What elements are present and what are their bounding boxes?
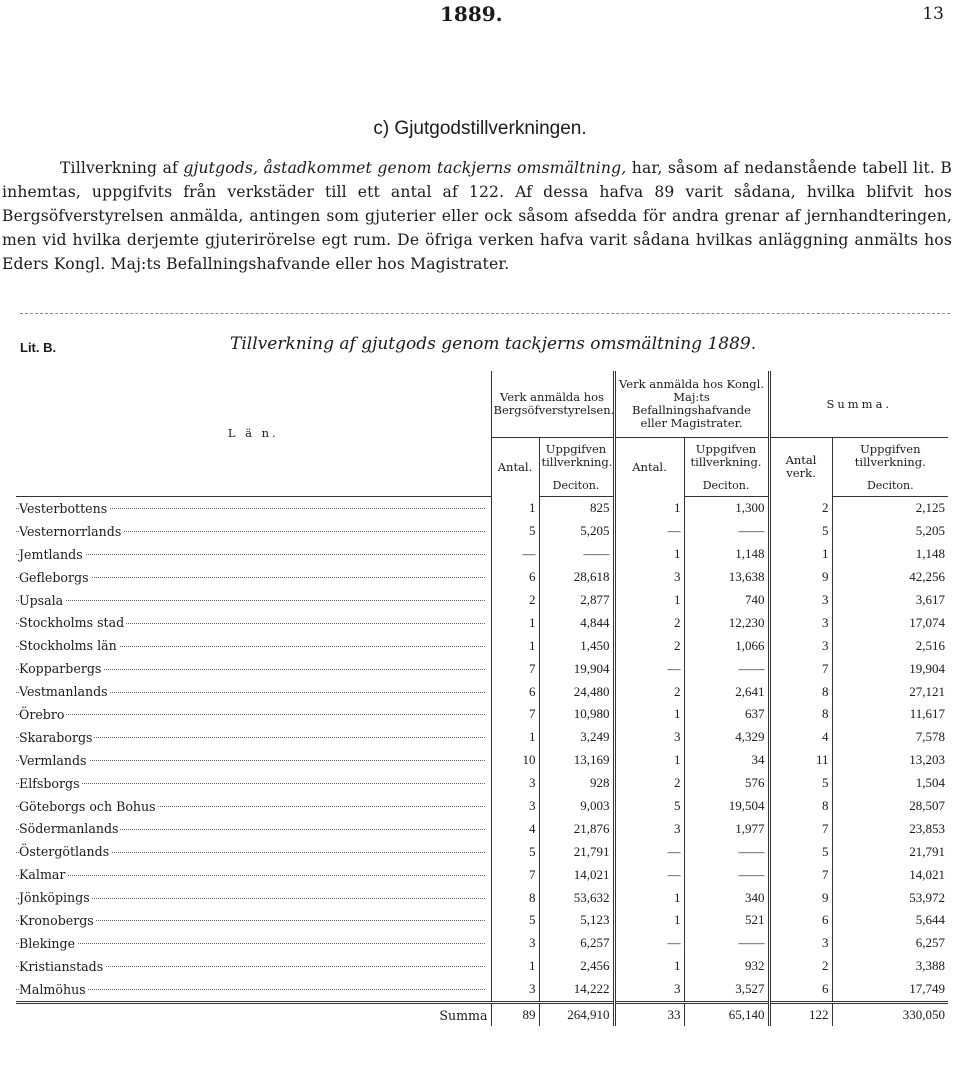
value-cell-a3: 5 <box>769 840 832 863</box>
lan-name: Gefleborgs <box>19 569 89 585</box>
col-group-summa: Summa. <box>769 371 948 438</box>
table-row <box>16 680 948 703</box>
lan-cell <box>16 657 491 680</box>
value-cell-t2: 13,638 <box>684 566 769 589</box>
lan-name: Kalmar <box>19 867 66 883</box>
value-cell-a2: 5 <box>614 795 684 818</box>
lan-name: Upsala <box>19 592 64 608</box>
value-cell-a3: 6 <box>769 978 832 1002</box>
value-cell-t1: 21,791 <box>539 840 614 863</box>
value-cell-a1: 8 <box>491 886 539 909</box>
year-heading: 1889. <box>440 2 503 26</box>
lan-cell <box>16 955 491 978</box>
value-cell-t2: 19,504 <box>684 795 769 818</box>
lan-name: Vermlands <box>19 752 87 768</box>
value-cell-t3: 28,507 <box>832 795 948 818</box>
col-header-tillv-1: Uppgifven tillverkning. <box>539 438 614 475</box>
col-header-tillv-2: Uppgifven tillverkning. <box>684 438 769 475</box>
lan-name: Kristianstads <box>19 958 104 974</box>
value-cell-a3: 9 <box>769 566 832 589</box>
value-cell-a3: 7 <box>769 817 832 840</box>
col-header-antal-verk: Antal verk. <box>769 438 832 497</box>
value-cell-t2: 1,148 <box>684 543 769 566</box>
col-header-lan: L ä n. <box>16 371 491 497</box>
value-cell-a3: 8 <box>769 703 832 726</box>
value-cell-t1: 2,456 <box>539 955 614 978</box>
lan-name: Vestmanlands <box>19 684 108 700</box>
value-cell-a1: 6 <box>491 680 539 703</box>
value-cell-a1: 6 <box>491 566 539 589</box>
summa-cell-t1: 264,910 <box>539 1002 614 1026</box>
lan-name: Östergötlands <box>19 844 110 860</box>
value-cell-a3: 8 <box>769 680 832 703</box>
value-cell-a1: — <box>491 543 539 566</box>
table-row <box>16 955 948 978</box>
value-cell-t3: 13,203 <box>832 749 948 772</box>
value-cell-t1: 19,904 <box>539 657 614 680</box>
leader-dots <box>16 600 485 601</box>
leader-dots <box>16 554 485 555</box>
value-cell-t3: 6,257 <box>832 932 948 955</box>
value-cell-t3: 11,617 <box>832 703 948 726</box>
value-cell-t1: 14,222 <box>539 978 614 1002</box>
value-cell-t3: 19,904 <box>832 657 948 680</box>
value-cell-a3: 3 <box>769 589 832 612</box>
value-cell-a1: 1 <box>491 726 539 749</box>
summa-cell-t2: 65,140 <box>684 1002 769 1026</box>
lan-name: Göteborgs och Bohus <box>19 798 156 814</box>
summa-cell-a3: 122 <box>769 1002 832 1026</box>
table-row <box>16 886 948 909</box>
leader-dots <box>16 875 485 876</box>
value-cell-t2: 740 <box>684 589 769 612</box>
value-cell-a1: 1 <box>491 611 539 634</box>
value-cell-t1: 9,003 <box>539 795 614 818</box>
value-cell-t2: 932 <box>684 955 769 978</box>
value-cell-a1: 7 <box>491 657 539 680</box>
value-cell-t2: 340 <box>684 886 769 909</box>
intro-text-2: har, såsom af nedanstående tabell lit. B inhemtas, uppgifvits från verkstäder till ett antal af 122. Af dessa hafva 89 varit sådana, hvilka blifvit hos Bergsöfverstyrelsen anmälda, antingen som gjuterier eller ock såsom afsedda för andra grenar af jernhandteringen, men vid hvilka derjemte gjuterirörelse egt rum. De öfriga verken hafva varit sådana hvilkas anläggning anmälts hos Eders Kongl. Maj:ts Befallningshafvande eller hos Magistrater. <box>2 159 952 273</box>
value-cell-a3: 3 <box>769 932 832 955</box>
value-cell-a2: 3 <box>614 817 684 840</box>
table-row <box>16 909 948 932</box>
value-cell-a2: 3 <box>614 566 684 589</box>
value-cell-t1: 10,980 <box>539 703 614 726</box>
col-header-antal-1: Antal. <box>491 438 539 497</box>
divider <box>20 313 950 314</box>
intro-text-1: Tillverkning af <box>60 159 184 177</box>
summa-cell-t3: 330,050 <box>832 1002 948 1026</box>
value-cell-a1: 7 <box>491 703 539 726</box>
value-cell-t1: 13,169 <box>539 749 614 772</box>
table-row <box>16 703 948 726</box>
table-row <box>16 749 948 772</box>
lan-cell <box>16 726 491 749</box>
value-cell-t1: —— <box>539 543 614 566</box>
value-cell-t3: 53,972 <box>832 886 948 909</box>
col-header-antal-2: Antal. <box>614 438 684 497</box>
value-cell-t1: 3,249 <box>539 726 614 749</box>
value-cell-t1: 4,844 <box>539 611 614 634</box>
value-cell-t3: 5,644 <box>832 909 948 932</box>
lan-cell <box>16 817 491 840</box>
value-cell-t2: —— <box>684 863 769 886</box>
value-cell-a2: — <box>614 840 684 863</box>
value-cell-t1: 5,123 <box>539 909 614 932</box>
value-cell-a1: 5 <box>491 840 539 863</box>
value-cell-a1: 3 <box>491 795 539 818</box>
value-cell-a2: 1 <box>614 749 684 772</box>
value-cell-a2: 2 <box>614 680 684 703</box>
lan-cell <box>16 680 491 703</box>
col-group-bergs: Verk anmälda hos Bergsöfverstyrelsen. <box>491 371 614 438</box>
summa-cell-a1: 89 <box>491 1002 539 1026</box>
value-cell-a3: 2 <box>769 497 832 520</box>
value-cell-t2: 3,527 <box>684 978 769 1002</box>
table-row <box>16 795 948 818</box>
value-cell-t1: 6,257 <box>539 932 614 955</box>
value-cell-t2: 576 <box>684 772 769 795</box>
section-title: c) Gjutgodstillverkningen. <box>373 118 587 139</box>
lan-cell <box>16 497 491 520</box>
value-cell-t3: 1,148 <box>832 543 948 566</box>
value-cell-t2: 1,066 <box>684 634 769 657</box>
value-cell-a2: — <box>614 520 684 543</box>
table-body <box>16 497 948 1027</box>
value-cell-a2: 3 <box>614 726 684 749</box>
value-cell-t2: —— <box>684 657 769 680</box>
lan-name: Vesternorrlands <box>19 523 122 539</box>
value-cell-t2: 2,641 <box>684 680 769 703</box>
lan-name: Stockholms län <box>19 638 117 654</box>
lan-cell <box>16 611 491 634</box>
value-cell-a3: 2 <box>769 955 832 978</box>
value-cell-a2: 2 <box>614 611 684 634</box>
value-cell-t1: 5,205 <box>539 520 614 543</box>
value-cell-a2: — <box>614 657 684 680</box>
lan-name: Vesterbottens <box>19 500 108 516</box>
leader-dots <box>16 783 485 784</box>
value-cell-a1: 7 <box>491 863 539 886</box>
lan-cell <box>16 863 491 886</box>
table-row <box>16 726 948 749</box>
value-cell-a3: 5 <box>769 772 832 795</box>
value-cell-a3: 8 <box>769 795 832 818</box>
lan-cell <box>16 520 491 543</box>
table-row <box>16 634 948 657</box>
value-cell-a2: 1 <box>614 909 684 932</box>
value-cell-t3: 2,125 <box>832 497 948 520</box>
value-cell-a3: 3 <box>769 634 832 657</box>
value-cell-a2: 2 <box>614 772 684 795</box>
lan-cell <box>16 634 491 657</box>
value-cell-a1: 4 <box>491 817 539 840</box>
lan-name: Kopparbergs <box>19 661 102 677</box>
value-cell-a3: 4 <box>769 726 832 749</box>
table-row <box>16 657 948 680</box>
page-number: 13 <box>922 4 944 24</box>
value-cell-t2: 1,977 <box>684 817 769 840</box>
lan-name: Skaraborgs <box>19 729 93 745</box>
value-cell-a2: 1 <box>614 543 684 566</box>
value-cell-a1: 1 <box>491 497 539 520</box>
value-cell-t3: 14,021 <box>832 863 948 886</box>
value-cell-t3: 3,388 <box>832 955 948 978</box>
lan-cell <box>16 772 491 795</box>
lan-cell <box>16 703 491 726</box>
leader-dots <box>16 943 485 944</box>
value-cell-t2: 637 <box>684 703 769 726</box>
production-table <box>16 371 948 1026</box>
lan-name: Jönköpings <box>19 890 90 906</box>
col-header-tillv-3: Uppgifven tillverkning. <box>832 438 948 475</box>
value-cell-a3: 9 <box>769 886 832 909</box>
value-cell-a1: 3 <box>491 932 539 955</box>
value-cell-t3: 5,205 <box>832 520 948 543</box>
value-cell-a3: 7 <box>769 863 832 886</box>
col-group-befall: Verk anmälda hos Kongl. Maj:ts Befallningshafvande eller Magistrater. <box>614 371 769 438</box>
table-row <box>16 863 948 886</box>
lan-name: Stockholms stad <box>19 615 125 631</box>
value-cell-t1: 24,480 <box>539 680 614 703</box>
value-cell-t3: 7,578 <box>832 726 948 749</box>
value-cell-a3: 1 <box>769 543 832 566</box>
value-cell-t1: 2,877 <box>539 589 614 612</box>
value-cell-t1: 928 <box>539 772 614 795</box>
value-cell-t2: —— <box>684 932 769 955</box>
value-cell-t2: 4,329 <box>684 726 769 749</box>
table-row <box>16 497 948 520</box>
value-cell-a1: 10 <box>491 749 539 772</box>
value-cell-t3: 27,121 <box>832 680 948 703</box>
value-cell-t2: —— <box>684 520 769 543</box>
lan-cell <box>16 840 491 863</box>
value-cell-a2: 1 <box>614 886 684 909</box>
value-cell-a2: 1 <box>614 589 684 612</box>
lan-name: Jemtlands <box>19 546 83 562</box>
table-row <box>16 817 948 840</box>
table-row <box>16 978 948 1002</box>
value-cell-t3: 21,791 <box>832 840 948 863</box>
table-row <box>16 932 948 955</box>
value-cell-t1: 14,021 <box>539 863 614 886</box>
summa-label: Summa <box>16 1002 491 1026</box>
summa-cell-a2: 33 <box>614 1002 684 1026</box>
value-cell-a3: 5 <box>769 520 832 543</box>
table-row <box>16 589 948 612</box>
value-cell-t1: 825 <box>539 497 614 520</box>
lan-cell <box>16 978 491 1002</box>
lan-cell <box>16 566 491 589</box>
lan-name: Södermanlands <box>19 821 119 837</box>
value-cell-t3: 1,504 <box>832 772 948 795</box>
value-cell-t3: 23,853 <box>832 817 948 840</box>
lan-name: Elfsborgs <box>19 775 80 791</box>
table-row <box>16 840 948 863</box>
value-cell-t3: 17,074 <box>832 611 948 634</box>
value-cell-t3: 42,256 <box>832 566 948 589</box>
value-cell-t1: 53,632 <box>539 886 614 909</box>
value-cell-a2: 3 <box>614 978 684 1002</box>
lan-cell <box>16 749 491 772</box>
lan-cell <box>16 932 491 955</box>
value-cell-a2: 2 <box>614 634 684 657</box>
value-cell-t3: 3,617 <box>832 589 948 612</box>
intro-paragraph <box>2 156 952 276</box>
table-title: Tillverkning af gjutgods genom tackjerns omsmältning 1889. <box>230 334 757 354</box>
table-label: Lit. B. <box>20 340 57 355</box>
value-cell-t1: 21,876 <box>539 817 614 840</box>
intro-italic: gjutgods, åstadkommet genom tackjerns omsmältning, <box>183 159 627 177</box>
table-row <box>16 772 948 795</box>
table-row <box>16 611 948 634</box>
leader-dots <box>16 714 485 715</box>
value-cell-a3: 11 <box>769 749 832 772</box>
value-cell-a1: 5 <box>491 520 539 543</box>
value-cell-a2: — <box>614 863 684 886</box>
summa-row <box>16 1002 948 1026</box>
value-cell-t2: —— <box>684 840 769 863</box>
value-cell-a2: 1 <box>614 955 684 978</box>
value-cell-a3: 3 <box>769 611 832 634</box>
lan-cell <box>16 909 491 932</box>
lan-cell <box>16 795 491 818</box>
value-cell-a3: 7 <box>769 657 832 680</box>
value-cell-a1: 3 <box>491 978 539 1002</box>
value-cell-t3: 2,516 <box>832 634 948 657</box>
lan-cell <box>16 886 491 909</box>
lan-name: Örebro <box>19 706 65 722</box>
table-row <box>16 566 948 589</box>
value-cell-t1: 1,450 <box>539 634 614 657</box>
table-row <box>16 543 948 566</box>
lan-name: Malmöhus <box>19 981 86 997</box>
lan-cell <box>16 589 491 612</box>
lan-name: Blekinge <box>19 935 76 951</box>
lan-name: Kronobergs <box>19 912 94 928</box>
value-cell-a1: 1 <box>491 955 539 978</box>
value-cell-t1: 28,618 <box>539 566 614 589</box>
value-cell-a1: 5 <box>491 909 539 932</box>
value-cell-t2: 1,300 <box>684 497 769 520</box>
value-cell-t3: 17,749 <box>832 978 948 1002</box>
table-row <box>16 520 948 543</box>
value-cell-a1: 1 <box>491 634 539 657</box>
value-cell-a3: 6 <box>769 909 832 932</box>
lan-cell <box>16 543 491 566</box>
page-header <box>0 0 960 30</box>
value-cell-t2: 521 <box>684 909 769 932</box>
value-cell-a1: 2 <box>491 589 539 612</box>
value-cell-a1: 3 <box>491 772 539 795</box>
unit-deciton-2: Deciton. <box>684 474 769 497</box>
value-cell-t2: 12,230 <box>684 611 769 634</box>
value-cell-t2: 34 <box>684 749 769 772</box>
value-cell-a2: 1 <box>614 497 684 520</box>
unit-deciton-1: Deciton. <box>539 474 614 497</box>
value-cell-a2: 1 <box>614 703 684 726</box>
value-cell-a2: — <box>614 932 684 955</box>
unit-deciton-3: Deciton. <box>832 474 948 497</box>
